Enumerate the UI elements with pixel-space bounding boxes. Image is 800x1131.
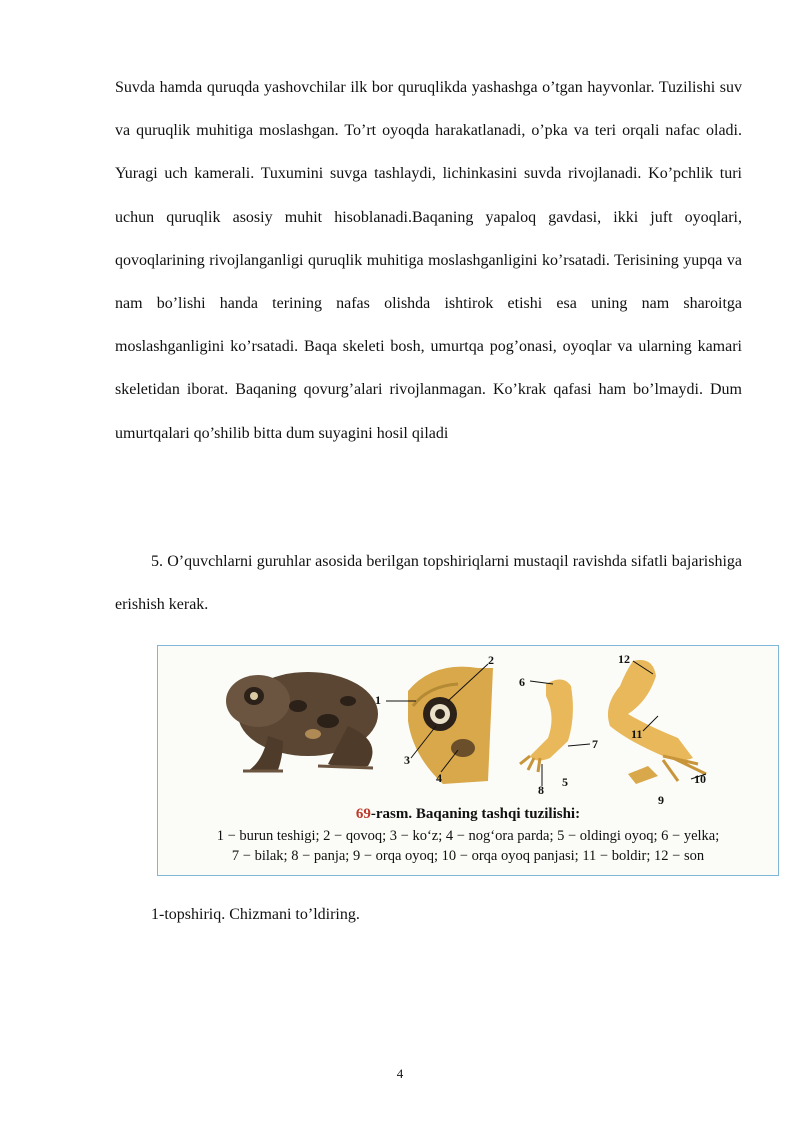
figure-caption-title bbox=[158, 806, 778, 823]
label-5: 5 bbox=[562, 775, 568, 789]
label-11: 11 bbox=[631, 727, 643, 741]
label-3: 3 bbox=[404, 753, 410, 767]
frog-whole-image bbox=[226, 672, 378, 771]
frog-head-image bbox=[408, 667, 493, 784]
figure-title: -rasm. Baqaning tashqi tuzilishi: bbox=[370, 806, 581, 822]
figure-legend-line-1: 1 − burun teshigi; 2 − qovoq; 3 − ko‘z; 4 − nog‘ora parda; 5 − oldingi oyoq; 6 − yelka; bbox=[216, 828, 720, 844]
hind-limb-image bbox=[608, 660, 706, 784]
label-8: 8 bbox=[538, 783, 544, 797]
page-number: 4 bbox=[396, 1066, 404, 1081]
label-6: 6 bbox=[519, 675, 525, 689]
figure-legend-line-2: 7 − bilak; 8 − panja; 9 − orqa oyoq; 10 − orqa oyoq panjasi; 11 − boldir; 12 − son bbox=[231, 848, 705, 864]
frog-illustration bbox=[158, 646, 780, 806]
label-2: 2 bbox=[488, 653, 494, 667]
intro-paragraph: Suvda hamda quruqda yashovchilar ilk bor quruqlikda yashashga o’tgan hayvonlar. Tuzilishi suv va quruqlik muhitiga moslashgan. To’rt oyoqda harakatlanadi, o’pka va teri orqali nafac oladi. Yuragi uch kamerali. Tuxumini suvga tashlaydi, lichinkasini suvda rivojlanadi. Ko’pchlik turi uchun quruqlik asosiy muhit hisoblanadi.Baqaning yapaloq gavdasi, ikki juft oyoqlari, qovoqlarining rivojlanganligi quruqlik muhitiga moslashganligini ko’rsatadi. Terisining yupqa va nam bo’lishi handa terining nafas olishda ishtirok etishi esa uning nam sharoitga moslashganligini ko’rsatadi. Baqa skeleti bosh, umurtqa pog’onasi, oyoqlar va ularning kamari skeletidan iborat. Baqaning qovurg’alari rivojlanmagan. Ko’krak qafasi ham bo’lmaydi. Dum umurtqalari qo’shilib bitta dum suyagini hosil qiladi bbox=[115, 79, 742, 442]
label-4: 4 bbox=[436, 771, 442, 785]
frog-figure bbox=[157, 645, 779, 876]
fore-limb-image bbox=[520, 679, 573, 772]
label-1: 1 bbox=[375, 693, 381, 707]
task-1: 1-topshiriq. Chizmani to’ldiring. bbox=[151, 906, 360, 923]
label-10: 10 bbox=[694, 772, 706, 786]
item-5-paragraph: 5. O’quvchlarni guruhlar asosida berilgan topshiriqlarni mustaqil ravishda sifatli bajarishiga erishish kerak. bbox=[115, 553, 742, 614]
label-12: 12 bbox=[618, 652, 630, 666]
label-7: 7 bbox=[592, 737, 598, 751]
figure-number: 69 bbox=[355, 806, 371, 822]
label-9: 9 bbox=[658, 793, 664, 806]
